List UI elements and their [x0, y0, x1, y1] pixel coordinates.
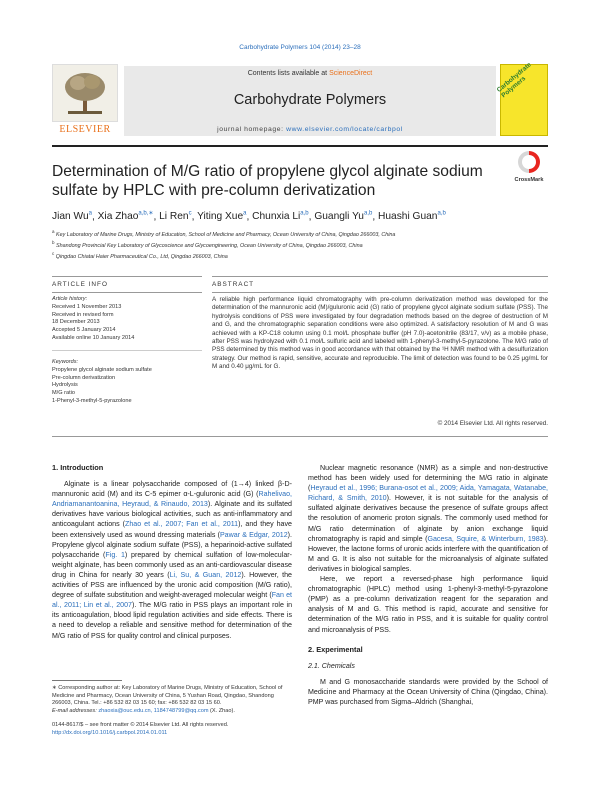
abstract-copyright: © 2014 Elsevier Ltd. All rights reserved. [437, 420, 548, 427]
author-list: Jian Wu$^a$, Xia Zhao$^{a,b,∗}$, Li Ren$^c$, Yiting Xue$^a$, Chunxia Li$^{a,b}$, Guangli Yu$^{a,b}$, Huashi Guan$^{a,b}$ [52, 211, 446, 223]
history-item: Received in revised form [52, 311, 114, 318]
journal-homepage [124, 126, 496, 133]
chemicals-paragraph: M and G monosaccharide standards were provided by the School of Medicine and Pharmacy at the Ocean University of China (Qingdao, China). PMP was purchased from Sigma–Aldrich (Shanghai, [308, 677, 548, 706]
keywords [52, 359, 202, 406]
sciencedirect-link[interactable]: ScienceDirect [329, 70, 373, 77]
tree-icon [52, 64, 118, 122]
article-history [52, 296, 202, 343]
article-info-heading: ARTICLE INFO [52, 281, 108, 288]
issn-line: 0144-8617/$ – see front matter © 2014 Elsevier Ltd. All rights reserved. [52, 722, 229, 728]
intro-paragraph: Alginate is a linear polysaccharide composed of (1→4) linked β-D-mannuronic acid (M) and its C-5 epimer α-L-guluronic acid (G) (Rahelivao, Andriamanantoanina, Heyraud, & Rinaudo, 2013). Alginate and its sulfated derivatives have various biological activities, such as anti-inflammatory and anticoagulant actions (Zhao et al., 2007; Fan et al., 2011), and they have been extensively used as wound dressing materials (Pawar & Edgar, 2012). Propylene glycol alginate sodium sulfate (PSS), a heparinoid-active sulfated polysaccharide (Fig. 1) prepared by chemical sulfation of low-molecular-weight alginate, has been commonly used as an anti-cardiovascular disease drug in China for nearly 30 years (Li, Su, & Guan, 2012). However, the activities of PSS are influenced by the uronic acid composition (M/G ratio), degree of sulfate substitution and weight-averaged molecular weight (Fan et al., 2011; Lin et al., 2007). The M/G ratio in PSS plays an important role in its anticoagulation, blood lipid regulation activities and side effects. There is a need to develop a reliable and sensitive method for determination of the M/G ratio of PSS for quality control and clinical purposes. [52, 480, 293, 640]
keyword: 1-Phenyl-3-methyl-5-pyrazolone [52, 397, 132, 404]
citation-link[interactable]: Fan et al., 2011; Lin et al., 2007 [52, 591, 292, 610]
author: Xia Zhao$^{a,b,∗}$ [97, 211, 154, 223]
keyword: Propylene glycol alginate sodium sulfate [52, 366, 152, 373]
abstract-end-rule [52, 436, 548, 437]
email-link[interactable]: zhaoxia@ouc.edu.cn, 1184748799@qq.com [98, 707, 209, 714]
abstract-heading: ABSTRACT [212, 281, 255, 288]
article-info-rule [52, 276, 202, 277]
corresponding-footnote [52, 685, 292, 715]
author: Guangli Yu$^{a,b}$ [314, 211, 373, 223]
citation-link[interactable]: Pawar & Edgar, 2012 [219, 530, 288, 539]
homepage-label: journal homepage: [217, 126, 287, 133]
chemicals-heading: 2.1. Chemicals [308, 661, 355, 670]
contents-prefix: Contents lists available at [247, 70, 330, 77]
issn-footer [52, 722, 352, 737]
journal-cover-image [495, 61, 548, 136]
history-item: Accepted 5 January 2014 [52, 327, 116, 334]
keyword: M/G ratio [52, 390, 76, 397]
elsevier-logo [52, 64, 118, 136]
doi-link[interactable]: http://dx.doi.org/10.1016/j.carbpol.2014.01.011 [52, 729, 168, 736]
publisher-name: ELSEVIER [59, 124, 111, 135]
citation-link[interactable]: Heyraud et al., 1996; Burana-osot et al., 2009; Aida, Yamagata, Watanabe, Richard, & Smith, 2010 [308, 484, 548, 503]
affiliation: $^c$ Qingdao Chiatai Haier Pharmaceutical Co., Ltd, Qingdao 266003, China [52, 250, 228, 260]
keywords-label: Keywords: [52, 359, 79, 365]
citation-link[interactable]: Rahelivao, Andriamanantoanina, Heyraud, & Rinaudo, 2013 [52, 490, 292, 509]
citation-link[interactable]: Gacesa, Squire, & Winterburn, 1983 [427, 534, 544, 543]
citation-link[interactable]: Zhao et al., 2007; Fan et al., 2011 [125, 520, 239, 529]
homepage-link[interactable]: www.elsevier.com/locate/carbpol [286, 126, 403, 133]
citation-link[interactable]: Li, Su, & Guan, 2012 [169, 570, 242, 579]
affiliations [52, 228, 548, 260]
author: Li Ren$^c$ [159, 211, 192, 223]
author: Huashi Guan$^{a,b}$ [378, 211, 446, 223]
corresponding-author-note: ∗ Corresponding author at: Key Laboratory of Marine Drugs, Ministry of Education, School of Medicine and Pharmacy, Ocean University of China, 5 Yushan Road, Qingdao, Shandong 266003, China. Tel.: +86 532 82 03 15 60; fax: +86 532 82 03 15 60. [52, 685, 283, 707]
keyword: Hydrolysis [52, 382, 78, 389]
affiliation: $^a$ Key Laboratory of Marine Drugs, Ministry of Education, School of Medicine and Pharmacy, Ocean University of China, Qingdao 266003, China [52, 229, 396, 238]
crossmark-label: CrossMark [514, 177, 544, 183]
author: Jian Wu$^a$ [52, 211, 92, 223]
history-divider [52, 350, 202, 351]
right-column [308, 463, 548, 707]
footnote-rule [52, 680, 122, 681]
email-line: E-mail addresses: zhaoxia@ouc.edu.cn, 1184748799@qq.com (X. Zhao). [52, 707, 235, 714]
history-item: Available online 10 January 2014 [52, 334, 135, 341]
abstract-rule-2 [212, 292, 548, 293]
method-paragraph: Here, we report a reversed-phase high performance liquid chromatographic (HPLC) method using 1-phenyl-3-methyl-5-pyrazolone (PMP) as a pre-column derivatization reagent for the separation and analysis of M and G. This method is rapid, accurate and sensitive for determination of the M/G ratio in PSS, and it is suitable for quality control and microanalysis of PSS. [308, 575, 548, 634]
journal-title: Carbohydrate Polymers [233, 92, 387, 108]
history-item: Received 1 November 2013 [52, 303, 122, 310]
abstract-rule [212, 276, 548, 277]
figure-link[interactable]: Fig. 1 [105, 550, 125, 559]
article-info-rule-2 [52, 292, 202, 293]
crossmark-badge[interactable] [508, 148, 548, 188]
nmr-paragraph: Nuclear magnetic resonance (NMR) as a simple and non-destructive method has been widely used for determining the M/G ratio in alginate (Heyraud et al., 1996; Burana-osot et al., 2009; Aida, Yamagata, Watanabe, Richard, & Smith, 2010). However, it is not suitable for the analysis of sulfated alginate derivatives because the presence of sulfate groups affect the resolution of anomeric proton signals. The commonly used method for M/G ratio determination of alginate by anion exchange liquid chromatography is rapid and simple (Gacesa, Squire, & Winterburn, 1983). However, the lactone forms of uronic acids interfere with the quantification of M and G. It is also not suitable for the microanalysis of alginate sulfated derivatives in biological samples. [308, 464, 548, 573]
left-column [52, 463, 292, 641]
experimental-heading: 2. Experimental [308, 644, 363, 654]
author: Chunxia Li$^{a,b}$ [252, 211, 309, 223]
abstract-text: A reliable high performance liquid chromatography with pre-column derivatization method was developed for the determination of the mannuronic acid (M)/guluronic acid (G) ratio of propylene glycol alginate sodium sulfate (PSS). The hydrolysis conditions of PSS were investigated by four degradation methods based on the degree of destruction of M and G, and the chromatographic separation conditions were also optimized. A satisfactory resolution of M and G was achieved with a KP-C18 column using 0.1 mol/L phosphate buffer (pH 7.0)-acetonitrile (83/17, v/v) as a mobile phase, after PSS was hydrolyzed with 0.1 mol/L sulfuric acid and labeled with 1-phenyl-3-methyl-5-pyrazolone. The M/G ratio of PSS determined by this method was in good accordance with that obtained by the ¹H NMR method with a desulfurization strategy. Our method is rapid, sensitive, accurate and reproducible. The limit of detection was found to be 0.25 μg/mL for M and 0.40 μg/mL for G. [212, 296, 549, 371]
keyword: Pre-column derivatization [52, 374, 116, 381]
header-divider [52, 145, 548, 147]
article-title: Determination of M/G ratio of propylene glycol alginate sodium sulfate by HPLC with pre-column derivatization [52, 163, 483, 199]
history-label: Article history: [52, 296, 88, 302]
history-item: 18 December 2013 [52, 319, 100, 326]
cover-title: Carbohydrate Polymers [495, 61, 533, 100]
author: Yiting Xue$^a$ [197, 211, 247, 223]
journal-reference[interactable]: Carbohydrate Polymers 104 (2014) 23–28 [239, 44, 361, 51]
affiliation: $^b$ Shandong Provincial Key Laboratory of Glycoscience and Glycoengineering, Ocean University of China, Qingdao 266003, China [52, 239, 363, 249]
introduction-heading: 1. Introduction [52, 463, 104, 472]
contents-available [124, 70, 496, 77]
crossmark-icon-center [522, 155, 536, 169]
